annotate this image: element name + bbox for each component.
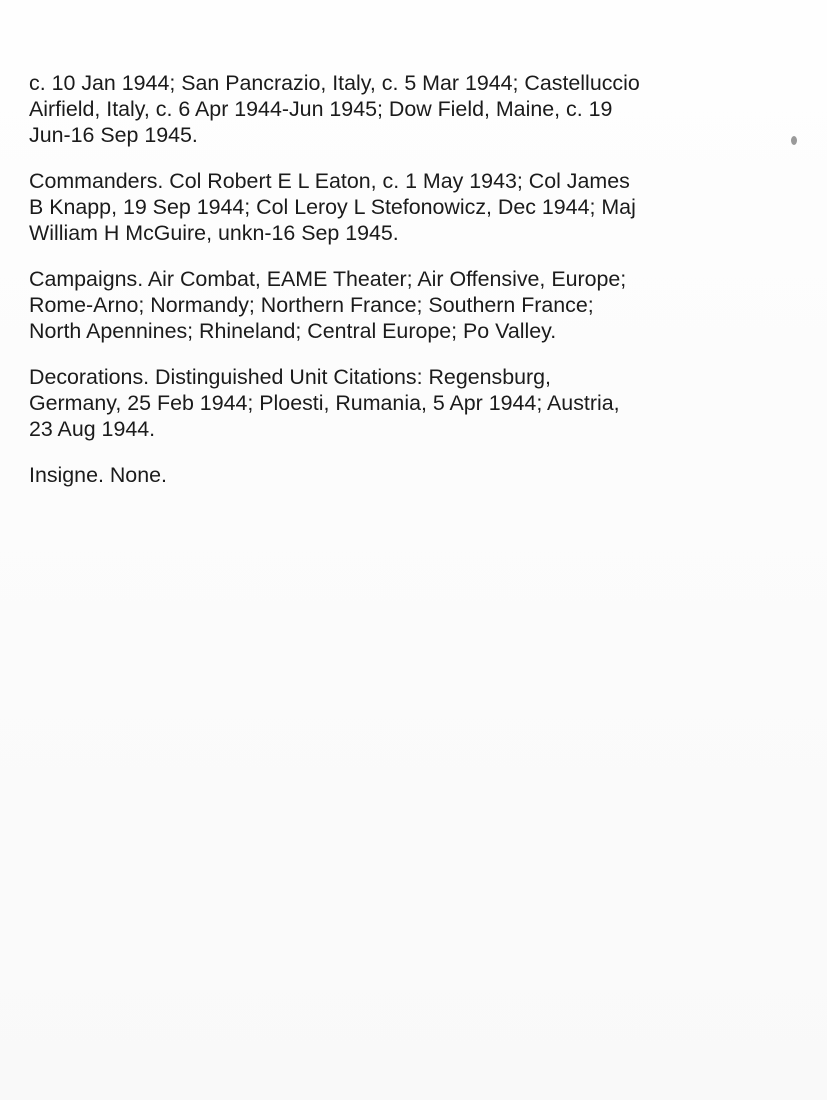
text-line: Germany, 25 Feb 1944; Ploesti, Rumania, 5 Apr 1944; Austria,: [29, 391, 620, 415]
text-line: Rome-Arno; Normandy; Northern France; Southern France;: [29, 293, 594, 317]
text-line: c. 10 Jan 1944; San Pancrazio, Italy, c. 5 Mar 1944; Castelluccio: [29, 71, 640, 95]
text-line: Commanders. Col Robert E L Eaton, c. 1 May 1943; Col James: [29, 169, 630, 193]
text-line: Campaigns. Air Combat, EAME Theater; Air Offensive, Europe;: [29, 267, 627, 291]
scan-speck: [791, 136, 797, 145]
text-line: B Knapp, 19 Sep 1944; Col Leroy L Stefonowicz, Dec 1944; Maj: [29, 195, 636, 219]
paragraph-decorations: [29, 364, 769, 442]
text-line: 23 Aug 1944.: [29, 417, 156, 441]
text-line: Decorations. Distinguished Unit Citations: Regensburg,: [29, 365, 551, 389]
text-line: Airfield, Italy, c. 6 Apr 1944-Jun 1945; Dow Field, Maine, c. 19: [29, 97, 613, 121]
paragraph-insigne: [29, 462, 769, 488]
text-line: North Apennines; Rhineland; Central Europe; Po Valley.: [29, 319, 557, 343]
paragraph-commanders: [29, 168, 769, 246]
text-line: Insigne. None.: [29, 463, 167, 487]
paragraph-campaigns: [29, 266, 769, 344]
paragraph-stations: [29, 70, 769, 148]
text-line: Jun-16 Sep 1945.: [29, 123, 198, 147]
text-line: William H McGuire, unkn-16 Sep 1945.: [29, 221, 399, 245]
document-body: [29, 70, 769, 508]
